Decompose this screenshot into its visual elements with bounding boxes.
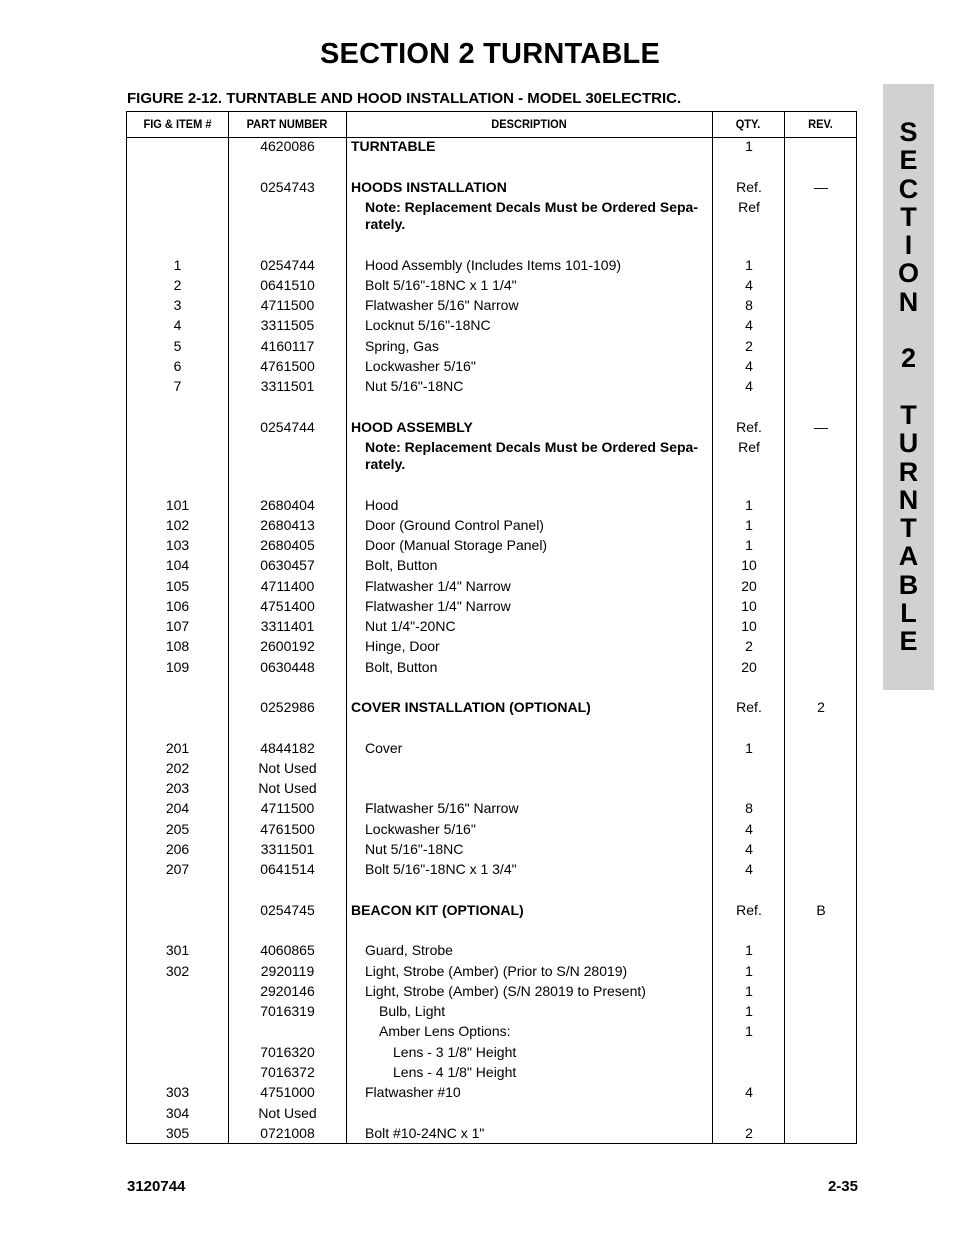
- part-number-cell: Not Used: [258, 1105, 317, 1121]
- part-number-cell: 2920146: [260, 983, 315, 999]
- qty-cell: 2: [745, 1125, 753, 1141]
- qty-cell: 1: [745, 1023, 753, 1039]
- item-number-cell: 108: [165, 638, 190, 654]
- description-cell: Lockwasher 5/16": [365, 821, 476, 837]
- description-cell: COVER INSTALLATION (OPTIONAL): [351, 699, 591, 715]
- part-number-cell: 4711400: [260, 578, 315, 594]
- item-number-cell: 3: [173, 297, 182, 313]
- description-cell: BEACON KIT (OPTIONAL): [351, 902, 524, 918]
- qty-cell: 4: [745, 861, 753, 877]
- rev-cell: B: [816, 902, 826, 918]
- description-cell: Guard, Strobe: [365, 942, 453, 958]
- item-number-cell: 305: [165, 1125, 190, 1141]
- qty-cell: 4: [745, 358, 753, 374]
- part-number-cell: 4711500: [260, 800, 315, 816]
- item-number-cell: 105: [165, 578, 190, 594]
- header-rev: REV.: [808, 117, 833, 131]
- item-number-cell: 203: [165, 780, 190, 796]
- part-number-cell: 0630457: [260, 557, 315, 573]
- part-number-cell: 2680404: [260, 497, 315, 513]
- description-cell: Cover: [365, 740, 403, 756]
- part-number-cell: 0254744: [260, 257, 315, 273]
- description-cell: Hinge, Door: [365, 638, 440, 654]
- item-number-cell: 205: [165, 821, 190, 837]
- qty-cell: 1: [745, 257, 753, 273]
- item-number-cell: 301: [165, 942, 190, 958]
- rev-cell: 2: [817, 699, 825, 715]
- qty-cell: Ref.: [736, 699, 762, 715]
- part-number-cell: 4620086: [260, 138, 315, 154]
- part-number-cell: 7016320: [260, 1044, 315, 1060]
- part-number-cell: 0252986: [260, 699, 315, 715]
- qty-cell: 1: [745, 942, 753, 958]
- description-cell: Bolt, Button: [365, 659, 438, 675]
- qty-cell: 1: [745, 1003, 753, 1019]
- qty-cell: 1: [745, 517, 753, 533]
- side-tab-letter: N: [898, 286, 919, 317]
- side-tab-letter: T: [900, 201, 917, 232]
- item-number-cell: 5: [173, 338, 182, 354]
- side-tab-letter: S: [899, 117, 918, 147]
- item-number-cell: 207: [165, 861, 190, 877]
- part-number-cell: 4160117: [260, 338, 315, 354]
- qty-cell: 8: [745, 297, 753, 313]
- item-number-cell: 7: [173, 378, 182, 394]
- side-tab-letter: 2: [900, 343, 917, 374]
- part-number-cell: 0721008: [260, 1125, 315, 1141]
- part-number-cell: Not Used: [258, 780, 317, 796]
- description-cell: Spring, Gas: [365, 338, 439, 354]
- qty-cell: 4: [745, 841, 753, 857]
- qty-cell: 2: [745, 338, 753, 354]
- qty-cell: 20: [741, 659, 757, 675]
- side-tab-letter: C: [898, 173, 919, 204]
- side-tab-letter: I: [904, 230, 913, 261]
- item-number-cell: 1: [173, 257, 182, 273]
- part-number-cell: 2680413: [260, 517, 315, 533]
- item-number-cell: 202: [165, 760, 190, 776]
- side-tab-letter: T: [900, 399, 917, 430]
- description-cell: Note: Replacement Decals Must be Ordered Sepa-rately.: [365, 439, 698, 472]
- item-number-cell: 302: [165, 963, 190, 979]
- qty-cell: 4: [745, 1084, 753, 1100]
- qty-cell: 8: [745, 800, 753, 816]
- item-number-cell: 4: [173, 317, 182, 333]
- item-number-cell: 104: [165, 557, 190, 573]
- part-number-cell: 7016319: [260, 1003, 315, 1019]
- description-cell: Door (Ground Control Panel): [365, 517, 544, 533]
- side-tab-letter: L: [900, 598, 917, 629]
- part-number-cell: 7016372: [260, 1064, 315, 1080]
- section-side-tab: [883, 84, 934, 690]
- part-number-cell: 3311501: [260, 378, 315, 394]
- description-cell: Flatwasher 5/16" Narrow: [365, 800, 519, 816]
- qty-cell: 1: [745, 740, 753, 756]
- part-number-cell: 0254745: [260, 902, 315, 918]
- part-number-cell: 4761500: [260, 358, 315, 374]
- part-number-cell: 3311401: [260, 618, 315, 634]
- side-tab-letter: [883, 373, 934, 401]
- qty-cell: 1: [745, 963, 753, 979]
- description-cell: HOODS INSTALLATION: [351, 179, 507, 195]
- part-number-cell: 0641514: [260, 861, 315, 877]
- part-number-cell: 0254743: [260, 179, 315, 195]
- item-number-cell: 102: [165, 517, 190, 533]
- rev-cell: —: [814, 419, 828, 435]
- description-cell: Lens - 4 1/8" Height: [393, 1064, 517, 1080]
- page-title: SECTION 2 TURNTABLE: [320, 38, 660, 70]
- item-number-cell: 204: [165, 800, 190, 816]
- part-number-cell: 4761500: [260, 821, 315, 837]
- qty-cell: 4: [745, 317, 753, 333]
- part-number-cell: Not Used: [258, 760, 317, 776]
- item-number-cell: 206: [165, 841, 190, 857]
- part-number-cell: 0641510: [260, 277, 315, 293]
- description-cell: Nut 5/16"-18NC: [365, 841, 464, 857]
- item-number-cell: 107: [165, 618, 190, 634]
- description-cell: Light, Strobe (Amber) (Prior to S/N 28019): [365, 963, 628, 979]
- part-number-cell: 2680405: [260, 537, 315, 553]
- description-cell: Bolt 5/16"-18NC x 1 1/4": [365, 277, 517, 293]
- description-cell: Hood Assembly (Includes Items 101-109): [365, 257, 622, 273]
- side-tab-letter: A: [898, 541, 919, 572]
- item-number-cell: 6: [173, 358, 182, 374]
- description-cell: Amber Lens Options:: [379, 1023, 511, 1039]
- description-cell: Flatwasher 1/4" Narrow: [365, 578, 511, 594]
- part-number-cell: 0630448: [260, 659, 315, 675]
- item-number-cell: 103: [165, 537, 190, 553]
- description-cell: Light, Strobe (Amber) (S/N 28019 to Present): [365, 983, 646, 999]
- qty-cell: 2: [745, 638, 753, 654]
- item-number-cell: 106: [165, 598, 190, 614]
- header-qty: QTY.: [735, 117, 761, 131]
- side-tab-text: [883, 118, 934, 656]
- item-number-cell: 303: [165, 1084, 190, 1100]
- part-number-cell: 4844182: [260, 740, 315, 756]
- side-tab-letter: T: [900, 513, 917, 544]
- qty-cell: Ref: [738, 199, 760, 215]
- item-number-cell: 201: [165, 740, 190, 756]
- side-tab-letter: O: [897, 258, 919, 289]
- header-item: FIG & ITEM #: [143, 117, 212, 131]
- item-number-cell: 101: [165, 497, 190, 513]
- description-cell: Bolt 5/16"-18NC x 1 3/4": [365, 861, 517, 877]
- description-cell: Flatwasher 5/16" Narrow: [365, 297, 519, 313]
- part-number-cell: 3311505: [260, 317, 315, 333]
- part-number-cell: 3311501: [260, 841, 315, 857]
- description-cell: Door (Manual Storage Panel): [365, 537, 548, 553]
- description-cell: Note: Replacement Decals Must be Ordered Sepa-rately.: [365, 199, 698, 232]
- qty-cell: Ref: [738, 439, 760, 455]
- header-part-number: PART NUMBER: [246, 117, 328, 131]
- description-cell: Nut 5/16"-18NC: [365, 378, 464, 394]
- item-number-cell: 109: [165, 659, 190, 675]
- description-cell: Nut 1/4"-20NC: [365, 618, 456, 634]
- description-cell: Flatwasher #10: [365, 1084, 461, 1100]
- description-cell: Lens - 3 1/8" Height: [393, 1044, 517, 1060]
- description-cell: TURNTABLE: [351, 138, 436, 154]
- part-number-cell: 0254744: [260, 419, 315, 435]
- qty-cell: 1: [745, 138, 753, 154]
- qty-cell: Ref.: [736, 902, 762, 918]
- qty-cell: 1: [745, 537, 753, 553]
- part-number-cell: 4751000: [260, 1084, 315, 1100]
- description-cell: Locknut 5/16"-18NC: [365, 317, 491, 333]
- qty-cell: 4: [745, 378, 753, 394]
- part-number-cell: 2920119: [260, 963, 315, 979]
- side-tab-letter: R: [898, 456, 919, 487]
- description-cell: Bolt #10-24NC x 1": [365, 1125, 485, 1141]
- qty-cell: 4: [745, 277, 753, 293]
- rev-cell: —: [814, 179, 828, 195]
- qty-cell: 10: [741, 598, 757, 614]
- side-tab-letter: E: [899, 626, 918, 657]
- figure-title: FIGURE 2-12. TURNTABLE AND HOOD INSTALLATION - MODEL 30ELECTRIC.: [127, 90, 682, 107]
- part-number-cell: 4060865: [260, 942, 315, 958]
- description-cell: Flatwasher 1/4" Narrow: [365, 598, 511, 614]
- part-number-cell: 2600192: [260, 638, 315, 654]
- side-tab-letter: U: [898, 428, 919, 459]
- side-tab-letter: E: [899, 145, 918, 176]
- page-number: 2-35: [827, 1178, 858, 1195]
- description-cell: Bolt, Button: [365, 557, 438, 573]
- qty-cell: 20: [741, 578, 757, 594]
- side-tab-letter: [883, 316, 934, 344]
- qty-cell: 10: [741, 557, 757, 573]
- qty-cell: Ref.: [736, 419, 762, 435]
- header-description: DESCRIPTION: [491, 117, 567, 131]
- qty-cell: 10: [741, 618, 757, 634]
- side-tab-letter: N: [898, 484, 919, 515]
- description-cell: Bulb, Light: [379, 1003, 446, 1019]
- qty-cell: 1: [745, 983, 753, 999]
- side-tab-letter: B: [898, 569, 919, 600]
- item-number-cell: 2: [173, 277, 182, 293]
- part-number-cell: 4711500: [260, 297, 315, 313]
- document-number: 3120744: [127, 1178, 186, 1195]
- description-cell: HOOD ASSEMBLY: [351, 419, 473, 435]
- parts-table: [126, 111, 857, 1144]
- description-cell: Lockwasher 5/16": [365, 358, 476, 374]
- part-number-cell: 4751400: [260, 598, 315, 614]
- qty-cell: Ref.: [736, 179, 762, 195]
- qty-cell: 1: [745, 497, 753, 513]
- item-number-cell: 304: [165, 1105, 190, 1121]
- description-cell: Hood: [365, 497, 399, 513]
- qty-cell: 4: [745, 821, 753, 837]
